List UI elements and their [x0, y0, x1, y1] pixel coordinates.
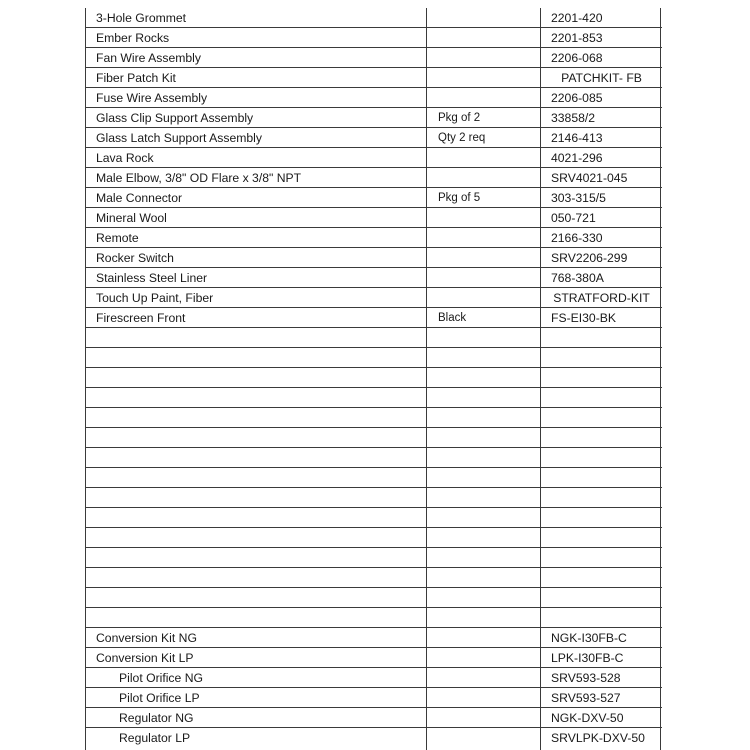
part-description: Firescreen Front [96, 311, 186, 325]
part-description [96, 348, 426, 368]
part-note [438, 488, 538, 508]
part-number: NGK-I30FB-C [551, 631, 627, 645]
table-row [85, 548, 662, 568]
part-number [551, 588, 659, 608]
part-note [438, 548, 538, 568]
part-note [438, 68, 538, 88]
part-note [438, 48, 538, 68]
table-row [85, 268, 662, 288]
part-description: Regulator NG [119, 711, 194, 725]
part-note [438, 228, 538, 248]
part-number: 2166-330 [551, 231, 603, 245]
table-row [85, 488, 662, 508]
part-description [96, 388, 426, 408]
part-note [438, 288, 538, 308]
part-description [96, 588, 426, 608]
table-row [85, 8, 662, 28]
table-row [85, 108, 662, 128]
part-number: 2201-853 [551, 31, 603, 45]
part-note: Pkg of 5 [438, 192, 481, 204]
part-number [551, 528, 659, 548]
table-row [85, 628, 662, 648]
part-description: Fuse Wire Assembly [96, 91, 208, 105]
part-note [438, 168, 538, 188]
part-description [96, 468, 426, 488]
part-note: Black [438, 312, 467, 324]
part-note [438, 608, 538, 628]
part-description: Pilot Orifice NG [119, 671, 203, 685]
table-row [85, 88, 662, 108]
part-description: Conversion Kit NG [96, 631, 197, 645]
part-number: 2206-068 [551, 51, 603, 65]
part-note [438, 8, 538, 28]
table-row [85, 368, 662, 388]
part-description: 3-Hole Grommet [96, 11, 187, 25]
table-row [85, 128, 662, 148]
part-number [551, 468, 659, 488]
part-description: Touch Up Paint, Fiber [96, 291, 214, 305]
part-number: 4021-296 [551, 151, 603, 165]
part-description [96, 368, 426, 388]
part-description: Lava Rock [96, 151, 154, 165]
part-number: SRV4021-045 [551, 171, 628, 185]
part-note [438, 328, 538, 348]
table-row [85, 448, 662, 468]
part-number: SRVLPK-DXV-50 [551, 731, 645, 745]
part-note [438, 648, 538, 668]
table-row [85, 208, 662, 228]
part-description [96, 508, 426, 528]
part-description: Fiber Patch Kit [96, 71, 176, 85]
table-row [85, 308, 662, 328]
part-number [551, 348, 659, 368]
part-note [438, 208, 538, 228]
part-description: Rocker Switch [96, 251, 174, 265]
part-note [438, 148, 538, 168]
table-row [85, 468, 662, 488]
part-description [96, 568, 426, 588]
part-description: Remote [96, 231, 139, 245]
table-row [85, 428, 662, 448]
table-row [85, 668, 662, 688]
table-row [85, 248, 662, 268]
part-number: 050-721 [551, 211, 596, 225]
part-number [551, 428, 659, 448]
part-description [96, 528, 426, 548]
part-number [551, 368, 659, 388]
table-row [85, 708, 662, 728]
part-note [438, 688, 538, 708]
table-row [85, 688, 662, 708]
part-description: Fan Wire Assembly [96, 51, 201, 65]
part-description: Male Elbow, 3/8" OD Flare x 3/8" NPT [96, 171, 302, 185]
part-note [438, 628, 538, 648]
table-row [85, 608, 662, 628]
part-note [438, 248, 538, 268]
part-number [551, 608, 659, 628]
part-note [438, 388, 538, 408]
table-row [85, 568, 662, 588]
part-number: 2146-413 [551, 131, 603, 145]
part-note: Qty 2 req [438, 132, 486, 144]
table-row [85, 728, 662, 748]
table-row [85, 328, 662, 348]
part-note [438, 668, 538, 688]
part-description [96, 608, 426, 628]
part-description: Conversion Kit LP [96, 651, 194, 665]
part-number [551, 388, 659, 408]
part-note [438, 268, 538, 288]
table-row [85, 388, 662, 408]
part-number [551, 548, 659, 568]
part-number [551, 408, 659, 428]
part-note [438, 448, 538, 468]
part-description [96, 488, 426, 508]
part-number: NGK-DXV-50 [551, 711, 624, 725]
part-note [438, 28, 538, 48]
table-row [85, 228, 662, 248]
part-description: Regulator LP [119, 731, 191, 745]
table-row [85, 648, 662, 668]
part-note: Pkg of 2 [438, 112, 481, 124]
part-description [96, 328, 426, 348]
part-number [551, 488, 659, 508]
part-note [438, 528, 538, 548]
part-note [438, 88, 538, 108]
part-number: SRV2206-299 [551, 251, 628, 265]
part-number [551, 508, 659, 528]
part-number: 303-315/5 [551, 191, 606, 205]
part-description: Male Connector [96, 191, 183, 205]
part-number [551, 568, 659, 588]
part-note [438, 708, 538, 728]
table-row [85, 68, 662, 88]
part-description [96, 548, 426, 568]
table-row [85, 408, 662, 428]
part-number: 33858/2 [551, 111, 596, 125]
part-description: Glass Latch Support Assembly [96, 131, 262, 145]
part-description [96, 408, 426, 428]
part-number: 2206-085 [551, 91, 603, 105]
part-number: 768-380A [551, 271, 604, 285]
table-row [85, 348, 662, 368]
part-note [438, 368, 538, 388]
part-number: 2201-420 [551, 11, 603, 25]
table-row [85, 28, 662, 48]
part-description: Mineral Wool [96, 211, 167, 225]
part-number: STRATFORD-KIT [553, 291, 650, 305]
part-number [551, 328, 659, 348]
part-description: Ember Rocks [96, 31, 170, 45]
table-row [85, 188, 662, 208]
part-number: PATCHKIT- FB [561, 71, 642, 85]
part-number: SRV593-528 [551, 671, 621, 685]
part-description [96, 448, 426, 468]
part-note [438, 508, 538, 528]
part-note [438, 728, 538, 748]
part-note [438, 428, 538, 448]
parts-table [85, 8, 662, 750]
table-row [85, 48, 662, 68]
part-number: FS-EI30-BK [551, 311, 617, 325]
part-note [438, 348, 538, 368]
part-number: LPK-I30FB-C [551, 651, 624, 665]
table-row [85, 528, 662, 548]
table-row [85, 288, 662, 308]
table-row [85, 588, 662, 608]
table-row [85, 148, 662, 168]
part-note [438, 568, 538, 588]
part-number [551, 448, 659, 468]
table-row [85, 168, 662, 188]
part-description: Stainless Steel Liner [96, 271, 208, 285]
part-note [438, 468, 538, 488]
part-note [438, 588, 538, 608]
part-number: SRV593-527 [551, 691, 621, 705]
part-description [96, 428, 426, 448]
part-description: Glass Clip Support Assembly [96, 111, 254, 125]
part-description: Pilot Orifice LP [119, 691, 200, 705]
table-row [85, 508, 662, 528]
part-note [438, 408, 538, 428]
